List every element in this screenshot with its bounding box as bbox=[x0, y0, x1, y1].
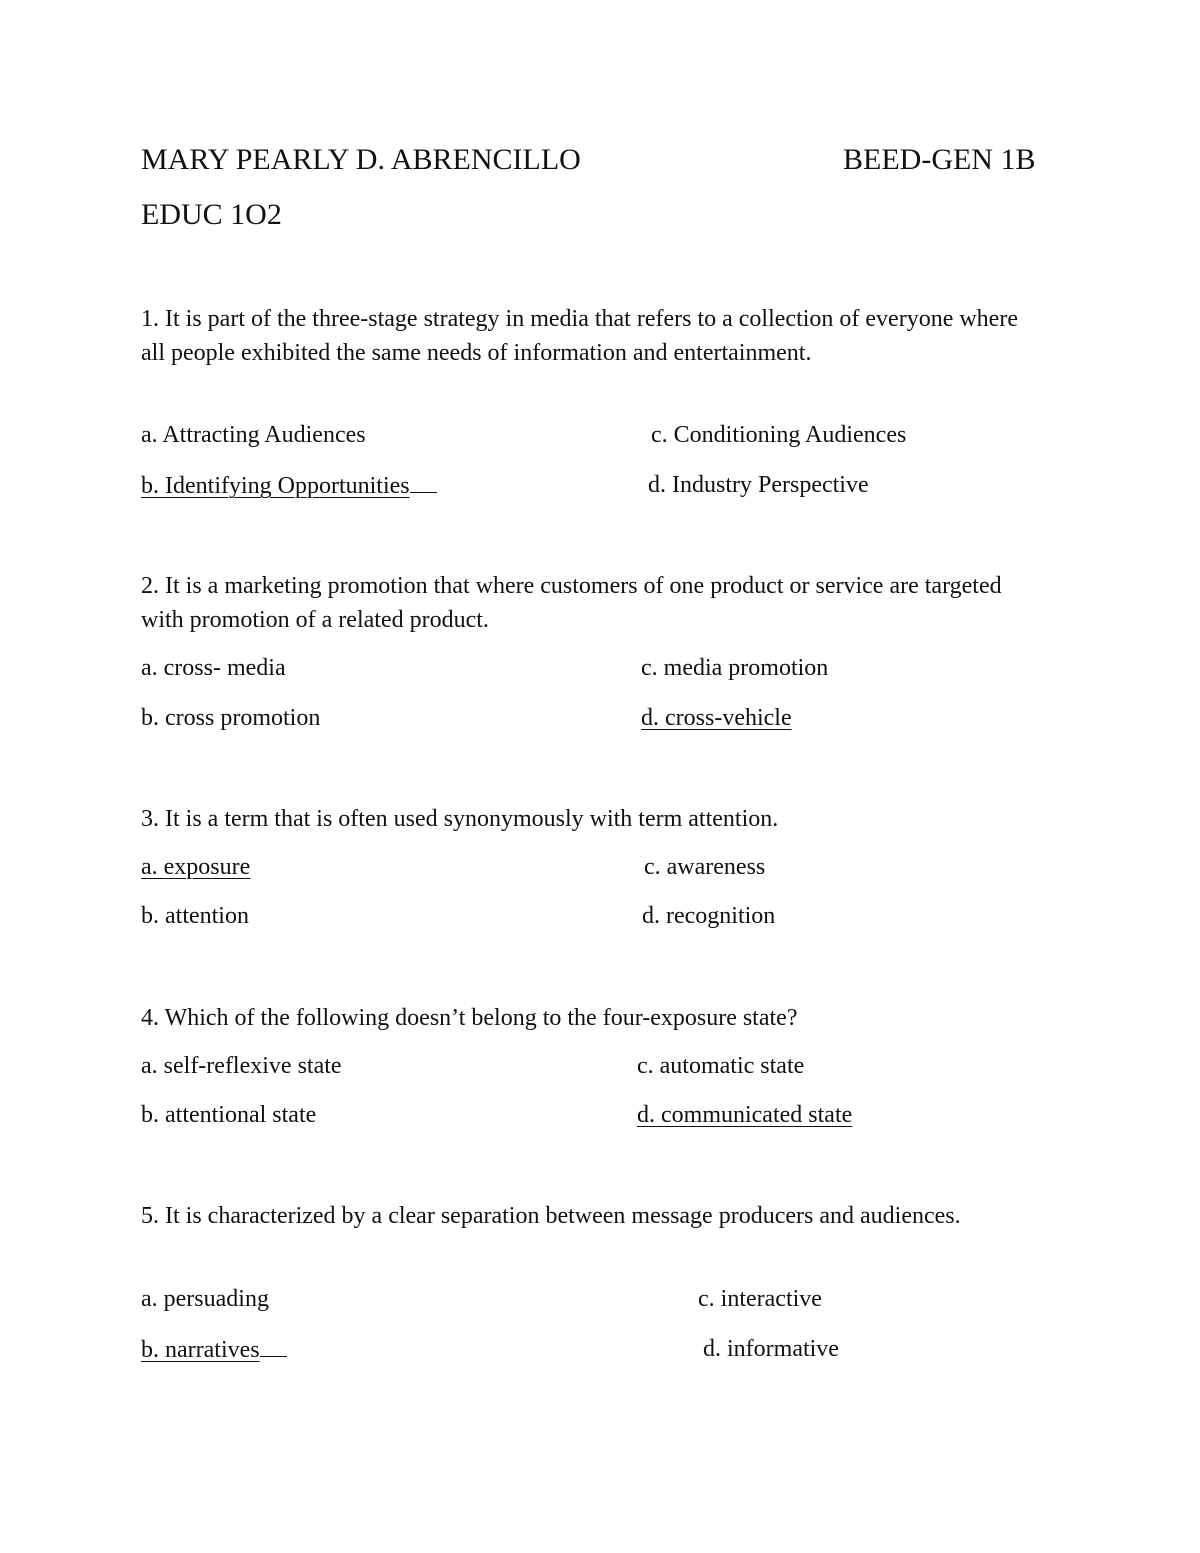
question-1-text: 1. It is part of the three-stage strategy in media that refers to a collection of everyone where all people exhibited the same needs of information and entertainment. bbox=[141, 306, 1018, 366]
question-2-option-a: a. cross- media bbox=[141, 655, 286, 681]
question-5-answer-text: b. narratives bbox=[141, 1337, 260, 1363]
question-1-option-d: d. Industry Perspective bbox=[648, 472, 869, 498]
question-4-option-a: a. self-reflexive state bbox=[141, 1053, 342, 1079]
answer-underline bbox=[260, 1334, 287, 1357]
answer-underline bbox=[410, 470, 437, 493]
question-1-option-b-answer bbox=[141, 470, 437, 501]
question-4-text: 4. Which of the following doesn’t belong to the four-exposure state? bbox=[141, 1005, 798, 1031]
question-2-option-b: b. cross promotion bbox=[141, 705, 321, 731]
question-3-option-a-answer: a. exposure bbox=[141, 854, 251, 880]
question-2-option-c: c. media promotion bbox=[641, 655, 829, 681]
question-5-option-a: a. persuading bbox=[141, 1286, 269, 1312]
student-name: MARY PEARLY D. ABRENCILLO bbox=[141, 143, 581, 176]
question-3-option-c: c. awareness bbox=[644, 854, 766, 880]
question-3-text: 3. It is a term that is often used synonymously with term attention. bbox=[141, 806, 779, 832]
question-4-option-c: c. automatic state bbox=[637, 1053, 805, 1079]
question-4-option-b: b. attentional state bbox=[141, 1102, 317, 1128]
question-3-option-b: b. attention bbox=[141, 903, 249, 929]
question-2-text: 2. It is a marketing promotion that where customers of one product or service are targeted with promotion of a related product. bbox=[141, 573, 1002, 633]
question-1-answer-text: b. Identifying Opportunities bbox=[141, 473, 410, 499]
question-5-option-c: c. interactive bbox=[698, 1286, 822, 1312]
section-label: BEED-GEN 1B bbox=[843, 143, 1036, 176]
question-5-text: 5. It is characterized by a clear separation between message producers and audiences. bbox=[141, 1203, 961, 1229]
question-1-option-a: a. Attracting Audiences bbox=[141, 422, 366, 448]
question-5-option-d: d. informative bbox=[703, 1336, 839, 1362]
question-3-option-d: d. recognition bbox=[642, 903, 776, 929]
question-5-option-b-answer bbox=[141, 1334, 287, 1365]
question-2-option-d-answer: d. cross-vehicle bbox=[641, 705, 792, 731]
question-1-option-c: c. Conditioning Audiences bbox=[651, 422, 907, 448]
course-code: EDUC 1O2 bbox=[141, 198, 282, 231]
question-4-option-d-answer: d. communicated state bbox=[637, 1102, 853, 1128]
